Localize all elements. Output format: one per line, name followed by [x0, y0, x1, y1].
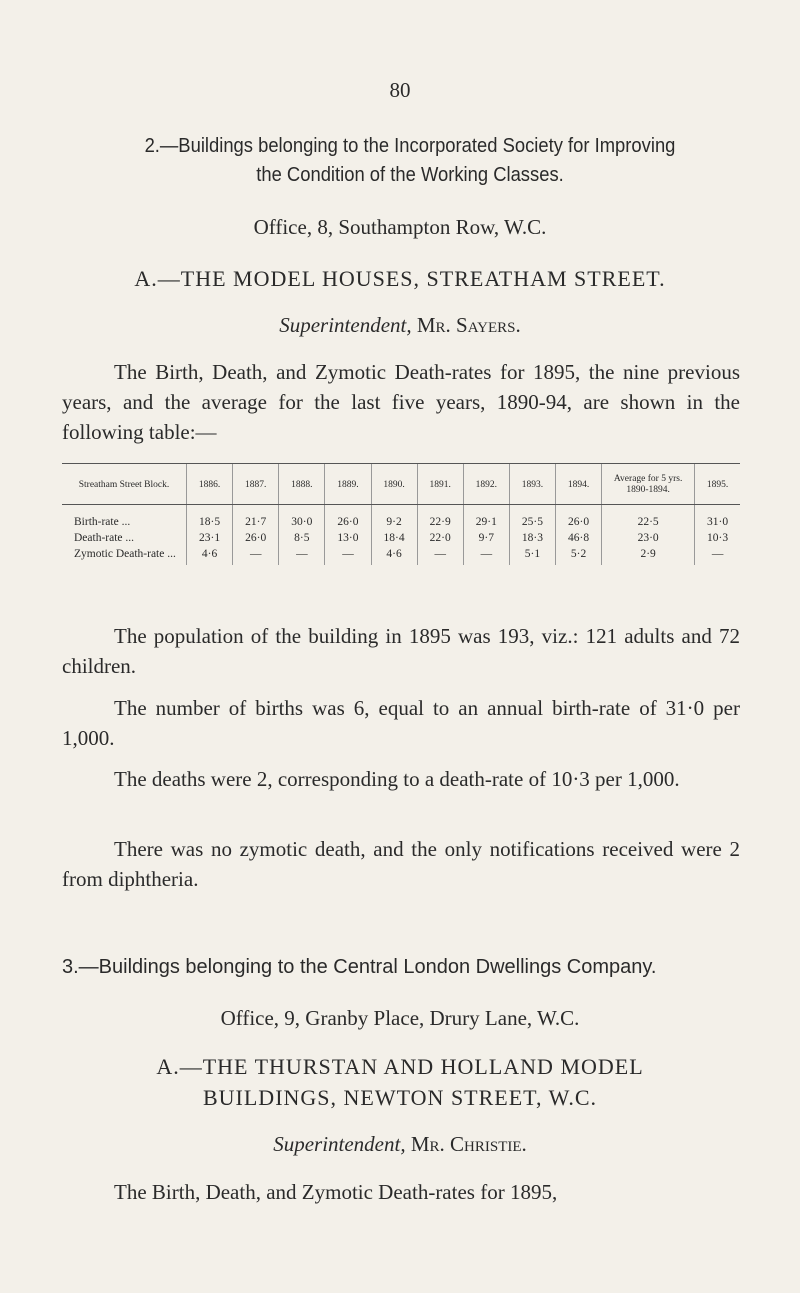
table-row: [62, 546, 740, 565]
section-2-heading-line1: 2.—Buildings belonging to the Incorporated Society for Improving: [144, 135, 676, 157]
table-cell: 9·7: [463, 530, 509, 546]
header-cell: Streatham Street Block.: [62, 464, 187, 505]
header-cell: 1891.: [417, 464, 463, 505]
page-number: 80: [389, 78, 411, 102]
table-cell: 22·5: [602, 505, 695, 531]
section-3-superintendent: [40, 1132, 760, 1157]
row-label: Zymotic Death-rate ...: [74, 548, 176, 560]
table-cell: 18·5: [187, 505, 233, 531]
section-2-heading-line2: the Condition of the Working Classes.: [256, 164, 564, 186]
table-row: [62, 530, 740, 546]
table-cell: 25·5: [509, 505, 555, 531]
table-cell: 5·1: [509, 546, 555, 565]
table-cell: 18·3: [509, 530, 555, 546]
section-2-intro: The Birth, Death, and Zymotic Death-rates for 1895, the nine previous years, and the average for the last five years, 1890-94, are shown in the following table:—: [62, 360, 740, 444]
table-cell: —: [463, 546, 509, 565]
superintendent-name: Mr. Christie.: [410, 1132, 527, 1156]
table-cell: 9·2: [371, 505, 417, 531]
table-row: [62, 505, 740, 531]
table-cell: 23·0: [602, 530, 695, 546]
header-cell: 1893.: [509, 464, 555, 505]
table-cell: 22·9: [417, 505, 463, 531]
table-cell: 29·1: [463, 505, 509, 531]
table-cell: —: [233, 546, 279, 565]
paragraph-zymotic: There was no zymotic death, and the only notifications received were 2 from diphtheria.: [62, 837, 740, 891]
header-cell: 1888.: [279, 464, 325, 505]
table-cell: 18·4: [371, 530, 417, 546]
section-3-subheading-line1: A.—THE THURSTAN AND HOLLAND MODEL: [156, 1054, 644, 1079]
rates-table: [62, 463, 740, 565]
table-cell: 31·0: [695, 505, 740, 531]
header-cell: 1887.: [233, 464, 279, 505]
section-3-closing: The Birth, Death, and Zymotic Death-rates for 1895,: [114, 1180, 558, 1204]
header-cell: 1890.: [371, 464, 417, 505]
header-cell: Average for 5 yrs. 1890-1894.: [602, 464, 695, 505]
section-3-subheading-line2: BUILDINGS, NEWTON STREET, W.C.: [202, 1085, 597, 1110]
section-2-subheading: A.—THE MODEL HOUSES, STREATHAM STREET.: [134, 266, 666, 291]
superintendent-name: Mr. Sayers.: [416, 313, 521, 337]
table-cell: 10·3: [695, 530, 740, 546]
table-cell: 26·0: [556, 505, 602, 531]
header-cell: 1894.: [556, 464, 602, 505]
section-3-office: Office, 9, Granby Place, Drury Lane, W.C.: [220, 1006, 580, 1030]
table-cell: —: [695, 546, 740, 565]
superintendent-label: Superintendent,: [279, 313, 412, 337]
table-cell: 8·5: [279, 530, 325, 546]
header-cell: 1892.: [463, 464, 509, 505]
table-header-row: [62, 464, 740, 505]
table-cell: 26·0: [233, 530, 279, 546]
table-cell: —: [417, 546, 463, 565]
paragraph-births: The number of births was 6, equal to an annual birth-rate of 31·0 per 1,000.: [62, 696, 740, 750]
table-cell: 23·1: [187, 530, 233, 546]
table-cell: 30·0: [279, 505, 325, 531]
section-3-heading: 3.—Buildings belonging to the Central London Dwellings Company.: [62, 956, 657, 978]
table-cell: 22·0: [417, 530, 463, 546]
table-cell: —: [279, 546, 325, 565]
paragraph-deaths: The deaths were 2, corresponding to a death-rate of 10·3 per 1,000.: [114, 767, 680, 791]
header-cell: 1895.: [695, 464, 740, 505]
table-cell: 4·6: [371, 546, 417, 565]
table-cell: 46·8: [556, 530, 602, 546]
section-2-office: Office, 8, Southampton Row, W.C.: [253, 215, 547, 239]
table-cell: 21·7: [233, 505, 279, 531]
table-cell: 4·6: [187, 546, 233, 565]
header-cell: 1889.: [325, 464, 371, 505]
section-2-superintendent: [40, 313, 760, 338]
table-cell: 26·0: [325, 505, 371, 531]
row-label: Birth-rate ...: [74, 516, 131, 528]
table-cell: —: [325, 546, 371, 565]
table-cell: 2·9: [602, 546, 695, 565]
superintendent-label: Superintendent,: [273, 1132, 406, 1156]
row-label: Death-rate ...: [74, 532, 135, 544]
table-cell: 5·2: [556, 546, 602, 565]
paragraph-population: The population of the building in 1895 was 193, viz.: 121 adults and 72 children.: [62, 624, 740, 678]
table-cell: 13·0: [325, 530, 371, 546]
header-cell: 1886.: [187, 464, 233, 505]
